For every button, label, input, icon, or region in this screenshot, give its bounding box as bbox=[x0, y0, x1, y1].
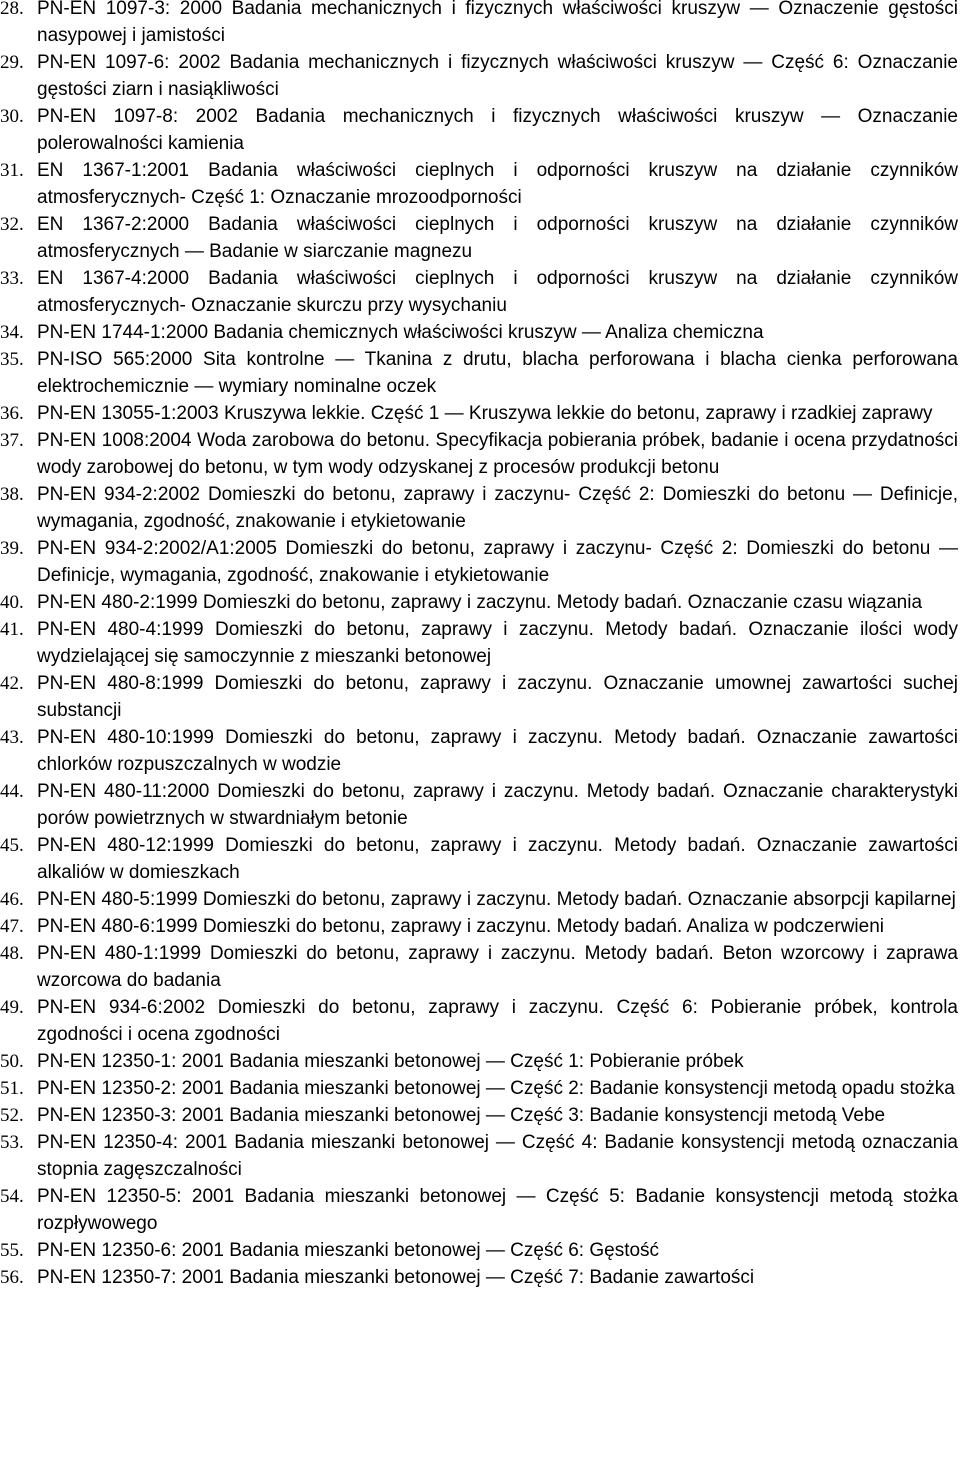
list-item bbox=[0, 535, 960, 589]
item-text: PN-EN 480-2:1999 Domieszki do betonu, zaprawy i zaczynu. Metody badań. Oznaczanie czasu wiązania bbox=[37, 592, 923, 613]
item-number: 44. bbox=[0, 781, 24, 802]
item-number: 49. bbox=[0, 997, 24, 1018]
item-number: 50. bbox=[0, 1051, 24, 1072]
item-text: PN-EN 12350-6: 2001 Badania mieszanki betonowej — Część 6: Gęstość bbox=[37, 1240, 660, 1261]
item-number: 29. bbox=[0, 52, 24, 73]
item-text: PN-EN 1744-1:2000 Badania chemicznych właściwości kruszyw — Analiza chemiczna bbox=[37, 322, 764, 343]
item-text: PN-EN 480-12:1999 Domieszki do betonu, zaprawy i zaczynu. Metody badań. Oznaczanie zawartości alkaliów w domieszkach bbox=[37, 835, 958, 883]
item-text: PN-ISO 565:2000 Sita kontrolne — Tkanina z drutu, blacha perforowana i blacha cienka perforowana elektrochemicznie — wymiary nominalne oczek bbox=[37, 349, 958, 397]
list-item bbox=[0, 319, 960, 346]
item-number: 54. bbox=[0, 1186, 24, 1207]
item-text: PN-EN 480-5:1999 Domieszki do betonu, zaprawy i zaczynu. Metody badań. Oznaczanie absorpcji kapilarnej bbox=[37, 889, 956, 910]
item-text: EN 1367-1:2001 Badania właściwości cieplnych i odporności kruszyw na działanie czynników atmosferycznych- Część 1: Oznaczanie mrozoodporności bbox=[37, 160, 958, 208]
item-text: EN 1367-4:2000 Badania właściwości cieplnych i odporności kruszyw na działanie czynników atmosferycznych- Oznaczanie skurczu przy wysychaniu bbox=[37, 268, 958, 316]
item-text: PN-EN 12350-2: 2001 Badania mieszanki betonowej — Część 2: Badanie konsystencji metodą opadu stożka bbox=[37, 1078, 955, 1099]
item-text: PN-EN 480-1:1999 Domieszki do betonu, zaprawy i zaczynu. Metody badań. Beton wzorcowy i zaprawa wzorcowa do badania bbox=[37, 943, 958, 991]
item-text: PN-EN 480-10:1999 Domieszki do betonu, zaprawy i zaczynu. Metody badań. Oznaczanie zawartości chlorków rozpuszczalnych w wodzie bbox=[37, 727, 958, 775]
list-item bbox=[0, 832, 960, 886]
item-text: PN-EN 12350-5: 2001 Badania mieszanki betonowej — Część 5: Badanie konsystencji metodą stożka rozpływowego bbox=[37, 1186, 958, 1234]
item-number: 51. bbox=[0, 1078, 24, 1099]
list-item bbox=[0, 724, 960, 778]
item-number: 48. bbox=[0, 943, 24, 964]
list-item bbox=[0, 1264, 960, 1291]
list-item bbox=[0, 1183, 960, 1237]
item-text: PN-EN 13055-1:2003 Kruszywa lekkie. Część 1 — Kruszywa lekkie do betonu, zaprawy i rzadkiej zaprawy bbox=[37, 403, 933, 424]
item-text: PN-EN 480-11:2000 Domieszki do betonu, zaprawy i zaczynu. Metody badań. Oznaczanie charakterystyki porów powietrznych w stwardniałym betonie bbox=[37, 781, 958, 829]
item-text: PN-EN 480-8:1999 Domieszki do betonu, zaprawy i zaczynu. Oznaczanie umownej zawartości suchej substancji bbox=[37, 673, 958, 721]
list-item bbox=[0, 400, 960, 427]
list-item bbox=[0, 1237, 960, 1264]
item-number: 53. bbox=[0, 1132, 24, 1153]
item-number: 42. bbox=[0, 673, 24, 694]
item-text: PN-EN 1097-3: 2000 Badania mechanicznych i fizycznych właściwości kruszyw — Oznaczenie gęstości nasypowej i jamistości bbox=[37, 0, 958, 46]
list-item bbox=[0, 1075, 960, 1102]
item-number: 33. bbox=[0, 268, 24, 289]
list-item bbox=[0, 265, 960, 319]
item-number: 31. bbox=[0, 160, 24, 181]
item-number: 55. bbox=[0, 1240, 24, 1261]
item-text: PN-EN 1097-6: 2002 Badania mechanicznych i fizycznych właściwości kruszyw — Część 6: Oznaczanie gęstości ziarn i nasiąkliwości bbox=[37, 52, 958, 100]
item-text: PN-EN 934-6:2002 Domieszki do betonu, zaprawy i zaczynu. Część 6: Pobieranie próbek, kontrola zgodności i ocena zgodności bbox=[37, 997, 958, 1045]
item-text: PN-EN 12350-1: 2001 Badania mieszanki betonowej — Część 1: Pobieranie próbek bbox=[37, 1051, 744, 1072]
list-item bbox=[0, 670, 960, 724]
item-number: 28. bbox=[0, 0, 24, 19]
item-number: 43. bbox=[0, 727, 24, 748]
item-number: 47. bbox=[0, 916, 24, 937]
list-item bbox=[0, 1102, 960, 1129]
list-item bbox=[0, 49, 960, 103]
item-text: PN-EN 934-2:2002/A1:2005 Domieszki do betonu, zaprawy i zaczynu- Część 2: Domieszki do betonu — Definicje, wymagania, zgodność, znakowanie i etykietowanie bbox=[37, 538, 958, 586]
list-item bbox=[0, 346, 960, 400]
item-text: PN-EN 1008:2004 Woda zarobowa do betonu. Specyfikacja pobierania próbek, badanie i ocena przydatności wody zarobowej do betonu, w tym wody odzyskanej z procesów produkcji betonu bbox=[37, 430, 958, 478]
list-item bbox=[0, 1129, 960, 1183]
list-item bbox=[0, 103, 960, 157]
item-number: 36. bbox=[0, 403, 24, 424]
list-item bbox=[0, 886, 960, 913]
list-item bbox=[0, 913, 960, 940]
list-item bbox=[0, 0, 960, 49]
list-item bbox=[0, 481, 960, 535]
item-number: 30. bbox=[0, 106, 24, 127]
list-item bbox=[0, 157, 960, 211]
item-text: EN 1367-2:2000 Badania właściwości cieplnych i odporności kruszyw na działanie czynników atmosferycznych — Badanie w siarczanie magnezu bbox=[37, 214, 958, 262]
item-number: 32. bbox=[0, 214, 24, 235]
list-item bbox=[0, 940, 960, 994]
list-item bbox=[0, 589, 960, 616]
item-text: PN-EN 480-4:1999 Domieszki do betonu, zaprawy i zaczynu. Metody badań. Oznaczanie ilości wody wydzielającej się samoczynnie z mieszanki betonowej bbox=[37, 619, 958, 667]
item-number: 52. bbox=[0, 1105, 24, 1126]
list-item bbox=[0, 211, 960, 265]
item-number: 41. bbox=[0, 619, 24, 640]
item-text: PN-EN 12350-7: 2001 Badania mieszanki betonowej — Część 7: Badanie zawartości bbox=[37, 1267, 755, 1288]
item-number: 56. bbox=[0, 1267, 24, 1288]
item-number: 38. bbox=[0, 484, 24, 505]
list-item bbox=[0, 427, 960, 481]
item-text: PN-EN 480-6:1999 Domieszki do betonu, zaprawy i zaczynu. Metody badań. Analiza w podczerwieni bbox=[37, 916, 885, 937]
item-number: 35. bbox=[0, 349, 24, 370]
item-number: 37. bbox=[0, 430, 24, 451]
item-text: PN-EN 934-2:2002 Domieszki do betonu, zaprawy i zaczynu- Część 2: Domieszki do betonu — Definicje, wymagania, zgodność, znakowanie i etykietowanie bbox=[37, 484, 958, 532]
list-item bbox=[0, 778, 960, 832]
item-text: PN-EN 12350-3: 2001 Badania mieszanki betonowej — Część 3: Badanie konsystencji metodą Vebe bbox=[37, 1105, 886, 1126]
list-item bbox=[0, 1048, 960, 1075]
list-item bbox=[0, 994, 960, 1048]
item-text: PN-EN 1097-8: 2002 Badania mechanicznych i fizycznych właściwości kruszyw — Oznaczanie polerowalności kamienia bbox=[37, 106, 958, 154]
list-item bbox=[0, 616, 960, 670]
item-number: 45. bbox=[0, 835, 24, 856]
item-text: PN-EN 12350-4: 2001 Badania mieszanki betonowej — Część 4: Badanie konsystencji metodą oznaczania stopnia zagęszczalności bbox=[37, 1132, 958, 1180]
item-number: 40. bbox=[0, 592, 24, 613]
item-number: 34. bbox=[0, 322, 24, 343]
item-number: 39. bbox=[0, 538, 24, 559]
item-number: 46. bbox=[0, 889, 24, 910]
